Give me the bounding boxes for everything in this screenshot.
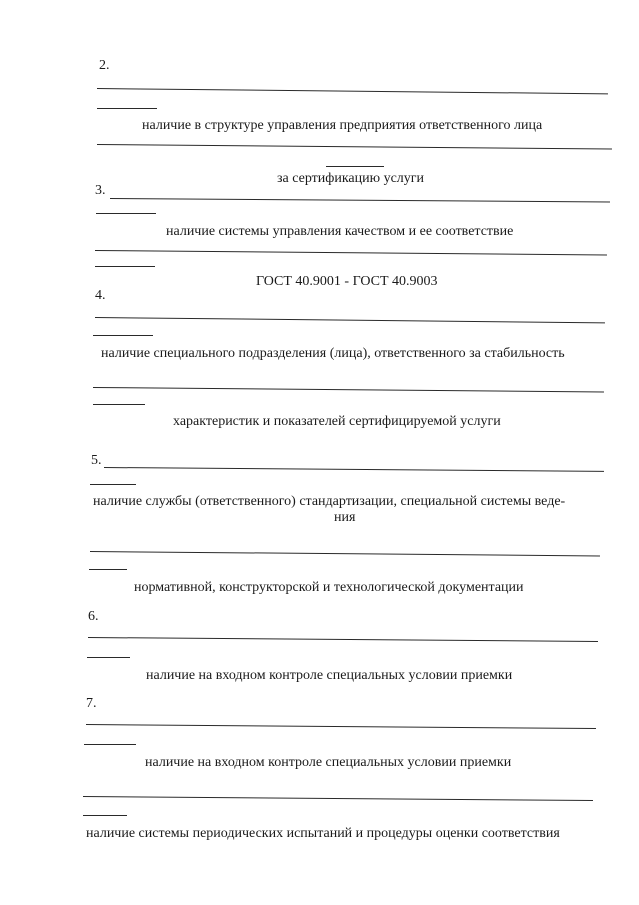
item-number-7: 7. [86, 696, 97, 711]
caption-gost-standard: ГОСТ 40.9001 - ГОСТ 40.9003 [256, 274, 438, 289]
fill-line [93, 387, 604, 392]
caption-documentation: нормативной, конструкторской и технологической документации [134, 580, 524, 595]
item-number-4: 4. [95, 288, 106, 303]
fill-line [86, 724, 596, 729]
fill-line [83, 796, 593, 801]
fill-line-short [83, 815, 127, 816]
fill-line [95, 250, 607, 255]
item-number-5: 5. [91, 453, 102, 468]
caption-quality-system: наличие системы управления качеством и ее соответствие [166, 224, 514, 239]
fill-line-short [96, 213, 156, 214]
fill-line-short [89, 569, 127, 570]
caption-special-unit: наличие специального подразделения (лица), ответственного за стабильность [101, 346, 565, 361]
fill-line [90, 551, 600, 556]
fill-line [97, 88, 608, 94]
fill-line [95, 317, 605, 323]
fill-line-short [97, 108, 157, 109]
fill-line-short [93, 404, 145, 405]
caption-certification-service: за сертификацию услуги [277, 171, 425, 186]
caption-periodic-tests: наличие системы периодических испытаний и процедуры оценки соответствия [86, 826, 560, 841]
fill-line [88, 637, 598, 642]
caption-standardization-service-cont: ния [334, 510, 356, 525]
caption-input-control-7: наличие на входном контроле специальных условии приемки [145, 755, 512, 770]
fill-line-short [326, 166, 384, 167]
fill-line [97, 144, 612, 149]
fill-line-short [90, 484, 136, 485]
caption-service-characteristics: характеристик и показателей сертифицируемой услуги [173, 414, 501, 429]
item-number-2: 2. [99, 58, 110, 73]
fill-line-short [87, 657, 130, 658]
item-number-6: 6. [88, 609, 99, 624]
caption-standardization-service: наличие службы (ответственного) стандартизации, специальной системы веде- [93, 494, 566, 509]
fill-line-short [84, 744, 136, 745]
caption-responsible-person: наличие в структуре управления предприятия ответственного лица [142, 118, 543, 133]
fill-line-short [95, 266, 155, 267]
fill-line-short [93, 335, 153, 336]
caption-input-control-6: наличие на входном контроле специальных условии приемки [146, 668, 513, 683]
fill-line [110, 198, 610, 202]
item-number-3: 3. [95, 183, 106, 198]
fill-line [104, 467, 604, 472]
